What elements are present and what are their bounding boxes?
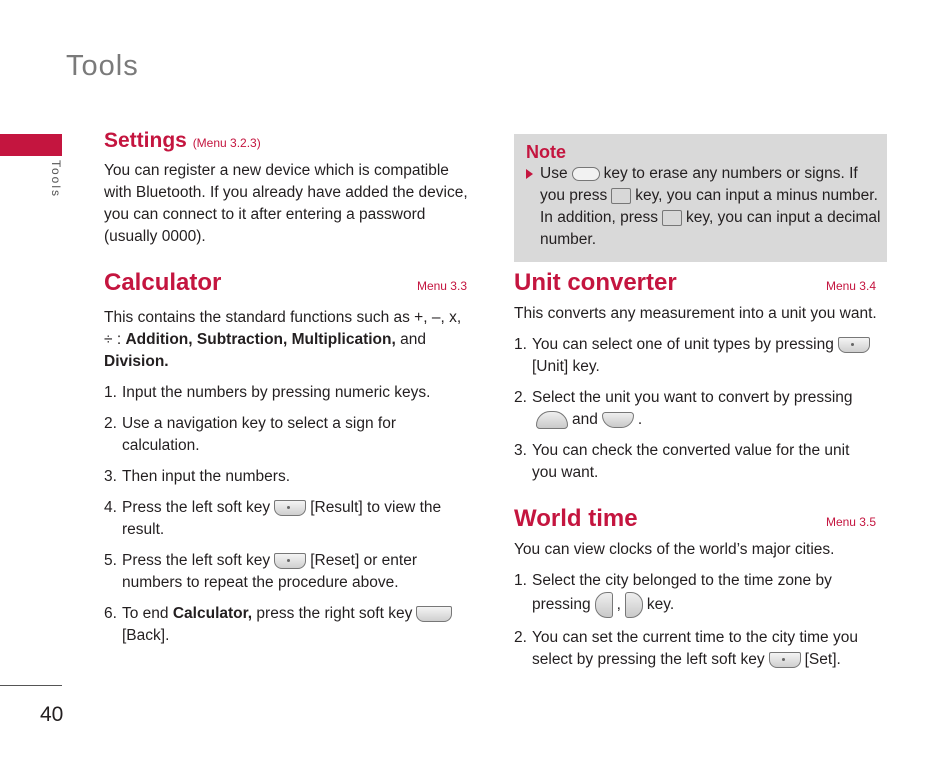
step-bold: Calculator, bbox=[172, 605, 253, 622]
note-title: Note bbox=[526, 142, 566, 162]
step-text: key. bbox=[646, 596, 675, 614]
hash-key-icon bbox=[662, 210, 682, 226]
step-text: Press the left soft key bbox=[122, 499, 271, 516]
calculator-intro-bold: Addition, Subtraction, Multiplication, bbox=[125, 331, 396, 348]
list-item bbox=[104, 466, 469, 488]
step-number: 2. bbox=[104, 415, 117, 432]
step-text: [Reset] or enter numbers to repeat the procedure above. bbox=[122, 552, 418, 591]
page-number: 40 bbox=[40, 703, 64, 726]
step-text: Press the left soft key bbox=[122, 552, 271, 569]
world-time-menu-ref: Menu 3.5 bbox=[825, 515, 876, 529]
settings-title: Settings bbox=[104, 129, 187, 152]
list-item bbox=[514, 387, 878, 431]
step-text: You can select one of unit types by pressing bbox=[532, 336, 834, 353]
list-item bbox=[104, 550, 469, 594]
right-column bbox=[514, 134, 887, 671]
step-number: 6. bbox=[104, 605, 117, 622]
list-item bbox=[514, 570, 878, 618]
calculator-menu-ref: Menu 3.3 bbox=[416, 279, 467, 293]
chapter-side-label: Tools bbox=[49, 160, 63, 199]
calculator-intro-text: This contains the standard functions such as +, –, x, ÷ : bbox=[104, 309, 462, 348]
step-text: You can set the current time to the city time you select by pressing the left soft key bbox=[532, 629, 858, 668]
step-number: 3. bbox=[514, 442, 527, 459]
step-number: 1. bbox=[514, 336, 527, 353]
unit-converter-steps bbox=[514, 334, 878, 484]
note-text-part: key, you can input a decimal number. bbox=[540, 209, 881, 248]
star-key-icon bbox=[611, 188, 631, 204]
step-number: 1. bbox=[514, 572, 527, 589]
step-text: press the right soft key bbox=[252, 605, 413, 622]
clear-key-icon bbox=[572, 167, 600, 181]
nav-down-key-icon bbox=[602, 412, 634, 428]
left-soft-key-icon bbox=[838, 337, 870, 353]
right-soft-key-icon bbox=[416, 606, 452, 622]
step-number: 4. bbox=[104, 499, 117, 516]
step-number: 3. bbox=[104, 468, 117, 485]
nav-left-key-icon bbox=[595, 592, 613, 618]
step-text: Use a navigation key to select a sign for calculation. bbox=[122, 415, 396, 454]
step-number: 5. bbox=[104, 552, 117, 569]
unit-converter-title: Unit converter bbox=[514, 269, 677, 296]
list-item bbox=[514, 334, 878, 378]
step-text: [Back]. bbox=[122, 627, 170, 644]
settings-menu-ref: (Menu 3.2.3) bbox=[192, 136, 261, 150]
bullet-triangle-icon bbox=[526, 169, 533, 179]
note-box bbox=[514, 134, 887, 262]
step-text: . bbox=[637, 411, 643, 428]
step-number: 2. bbox=[514, 629, 527, 646]
list-item bbox=[514, 627, 878, 671]
step-text: [Set]. bbox=[804, 651, 841, 668]
unit-converter-intro: This converts any measurement into a unit you want. bbox=[514, 305, 877, 322]
world-time-steps bbox=[514, 570, 878, 671]
step-text: To end bbox=[122, 605, 173, 622]
calculator-steps bbox=[104, 382, 469, 647]
nav-right-key-icon bbox=[625, 592, 643, 618]
step-text: Select the unit you want to convert by pressing bbox=[532, 389, 853, 406]
unit-converter-menu-ref: Menu 3.4 bbox=[825, 279, 876, 293]
step-text: [Unit] key. bbox=[532, 358, 600, 375]
settings-heading bbox=[104, 130, 469, 154]
left-soft-key-icon bbox=[769, 652, 801, 668]
list-item bbox=[104, 497, 469, 541]
calculator-intro-and: and bbox=[395, 331, 426, 348]
step-text: Input the numbers by pressing numeric keys. bbox=[122, 384, 431, 401]
world-time-title: World time bbox=[514, 505, 638, 532]
settings-body: You can register a new device which is compatible with Bluetooth. If you already have added the device, you can connect to it after entering a password (usually 0000). bbox=[104, 162, 468, 245]
list-item bbox=[104, 382, 469, 404]
step-text: , bbox=[616, 596, 621, 614]
step-text: Then input the numbers. bbox=[122, 468, 291, 485]
note-text-part: key, you can input a minus number. In addition, press bbox=[540, 187, 878, 226]
step-number: 1. bbox=[104, 384, 117, 401]
note-text-part: Use bbox=[540, 165, 568, 182]
list-item bbox=[104, 603, 469, 647]
calculator-title: Calculator bbox=[104, 269, 222, 296]
calculator-intro-bold2: Division. bbox=[104, 353, 169, 370]
left-soft-key-icon bbox=[274, 553, 306, 569]
calculator-intro bbox=[104, 307, 469, 373]
footer-rule bbox=[0, 685, 62, 686]
left-soft-key-icon bbox=[274, 500, 306, 516]
world-time-intro: You can view clocks of the world’s major cities. bbox=[514, 541, 835, 558]
left-column bbox=[104, 130, 469, 647]
chapter-side-tab bbox=[0, 134, 62, 156]
step-text: Select the city belonged to the time zone by pressing bbox=[532, 572, 832, 614]
world-time-heading bbox=[514, 505, 878, 533]
step-text: and bbox=[572, 411, 598, 428]
note-text-part: key to erase any numbers or signs. If you press bbox=[540, 165, 858, 204]
calculator-heading bbox=[104, 269, 469, 297]
nav-up-key-icon bbox=[536, 411, 568, 429]
chapter-title: Tools bbox=[66, 50, 139, 82]
unit-converter-heading bbox=[514, 269, 878, 297]
step-text: You can check the converted value for the unit you want. bbox=[532, 442, 850, 481]
step-text: [Result] to view the result. bbox=[122, 499, 442, 538]
list-item bbox=[104, 413, 469, 457]
note-text bbox=[526, 163, 887, 251]
step-number: 2. bbox=[514, 389, 527, 406]
list-item bbox=[514, 440, 878, 484]
